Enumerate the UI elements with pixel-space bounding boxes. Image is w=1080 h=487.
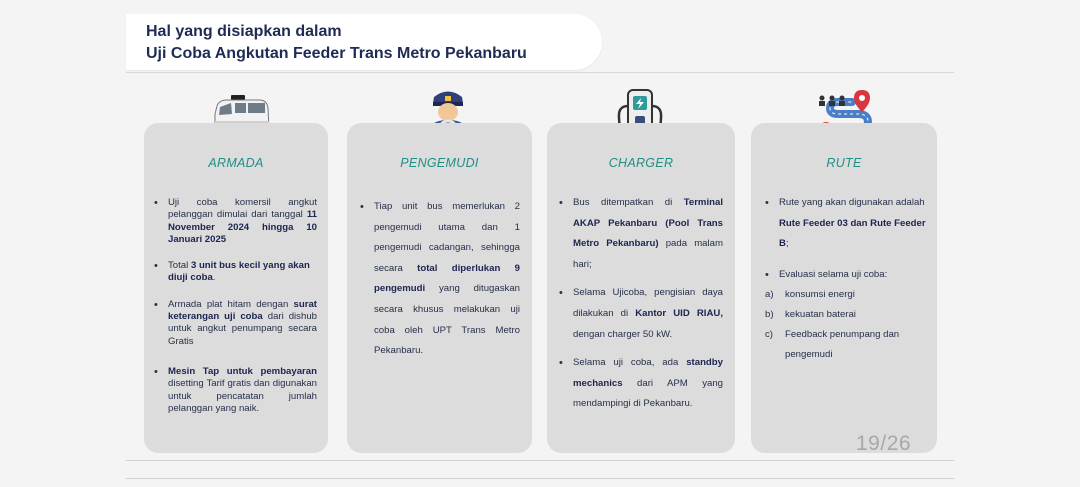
sub-list-item: a) konsumsi energi	[765, 285, 927, 305]
bottom-divider	[126, 460, 954, 461]
card-body	[360, 197, 520, 362]
list-item: • Selama uji coba, ada standby mechanics dari APM yang mendampingi di Pekanbaru.	[559, 353, 723, 415]
card-title: PENGEMUDI	[400, 156, 479, 170]
page-title-line-1: Hal yang disiapkan dalam	[146, 23, 342, 40]
sub-item-label: c)	[765, 329, 773, 341]
page-number: 19/26	[856, 432, 912, 455]
list-item: • Armada plat hitam dengan surat keterangan uji coba dari dishub untuk angkut penumpang secara Gratis	[154, 299, 317, 348]
list-item: • Uji coba komersil angkut pelanggan dimulai dari tanggal 11 November 2024 hingga 10 Januari 2025	[154, 197, 317, 246]
list-item: • Rute yang akan digunakan adalah Rute Feeder 03 dan Rute Feeder B;	[765, 193, 927, 255]
title-divider	[126, 72, 954, 73]
card-charger	[547, 123, 735, 453]
list-item: • Tiap unit bus memerlukan 2 pengemudi utama dan 1 pengemudi cadangan, sehingga secara total diperlukan 9 pengemudi yang ditugaskan secara khusus melakukan uji coba oleh UPT Trans Metro Pekanbaru.	[360, 197, 520, 362]
card-rute	[751, 123, 937, 453]
sub-list-item: b) kekuatan baterai	[765, 305, 927, 325]
sub-item-label: a)	[765, 289, 774, 301]
sub-list-item: c) Feedback penumpang dan pengemudi	[765, 325, 927, 365]
list-item: • Bus ditempatkan di Terminal AKAP Pekanbaru (Pool Trans Metro Pekanbaru) pada malam hari;	[559, 193, 723, 275]
card-body	[765, 193, 927, 365]
title-box	[126, 14, 602, 70]
list-item: • Selama Ujicoba, pengisian daya dilakukan di Kantor UID RIAU, dengan charger 50 kW.	[559, 283, 723, 345]
card-pengemudi	[347, 123, 532, 453]
bottom-divider-2	[126, 478, 954, 479]
list-item: • Mesin Tap untuk pembayaran disetting Tarif gratis dan digunakan untuk pencatatan jumlah pelanggan yang naik.	[154, 366, 317, 415]
card-body	[154, 197, 317, 415]
card-armada	[144, 123, 328, 453]
list-item: • Evaluasi selama uji coba:	[765, 265, 927, 286]
card-title: RUTE	[826, 156, 862, 170]
page-title-line-2: Uji Coba Angkutan Feeder Trans Metro Pekanbaru	[146, 45, 527, 62]
card-title: ARMADA	[208, 156, 264, 170]
card-title: CHARGER	[608, 156, 674, 170]
list-item: • Total 3 unit bus kecil yang akan diuji coba.	[154, 260, 317, 285]
card-body	[559, 193, 723, 415]
sub-item-label: b)	[765, 309, 774, 321]
